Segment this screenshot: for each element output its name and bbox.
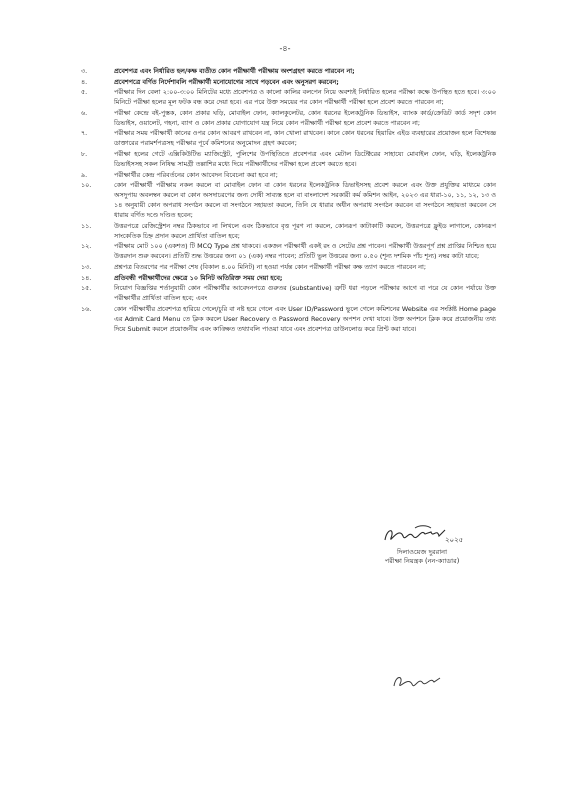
list-item <box>81 273 496 283</box>
item-number: ৪. <box>81 77 88 86</box>
item-text: প্রশ্নপত্র বিতরণের পর পরীক্ষা শেষ (বিকাল ৪.০০ মিনিট) না হওয়া পর্যন্ত কোন পরীক্ষার্থী পরীক্ষা কক্ষ ত্যাগ করতে পারবেন না; <box>114 262 426 271</box>
list-item <box>81 221 496 241</box>
item-text: পরীক্ষা হলের গেটে এক্সিকিউটিভ ম্যাজিস্ট্রেট, পুলিশের উপস্থিতিতে প্রবেশপত্র এবং মেটাল ডিটেক্টরের সাহায্যে মোবাইল ফোন, ঘড়ি, ইলেকট্রনিক ডিভাইসসহ সকল নিষিদ্ধ সামগ্রী তল্লাশির মধ্যে দিয়ে পরীক্ষার্থীদের পরীক্ষা হলে প্রবেশ করতে হবে। <box>114 149 496 168</box>
item-text: পরীক্ষার সময় পরীক্ষার্থী কানের ওপর কোন আবরণ রাখবেন না, কান খোলা রাখবেন। কানে কোন ধরনের হিয়ারিং এইড ব্যবহারের প্রয়োজন হলে বিশেষজ্ঞ ডাক্তারের পরামর্শপত্রসহ পরীক্ষার পূর্বে কমিশনের অনুমোদন গ্রহণ করবেন; <box>114 129 496 148</box>
item-number: ১৫. <box>81 284 92 293</box>
page-number: -৪- <box>279 44 291 53</box>
list-item <box>81 241 496 261</box>
item-number: ১১. <box>81 221 92 230</box>
signature-block <box>372 522 472 566</box>
item-number: ৬. <box>81 108 88 117</box>
list-item <box>81 108 496 128</box>
item-text: কোন পরীক্ষার্থীর প্রবেশপত্র হারিয়ে গেলে/চুরি বা নষ্ট হয়ে গেলে এবং User ID/Password ভুলে গেলে কমিশনের Website এর সংশ্লিষ্ট Home page এর Admit Card Menu তে ক্লিক করলে User Recovery ও Password Recovery অপশন দেখা যাবে। উক্ত অপশনে ক্লিক করে প্রয়োজনীয় তথ্য দিয়ে Submit করলে প্রয়োজনীয় এবং কাঙ্ক্ষিত তথ্যাবলি পাওয়া যাবে এবং প্রবেশপত্র ডাউনলোড করে প্রিন্ট করা যাবে। <box>114 304 496 333</box>
signatory-title: পরীক্ষা নিয়ন্ত্রক (নন-ক্যাডার) <box>384 557 460 565</box>
item-text: পরীক্ষার্থীর কেন্দ্র পরিবর্তনের কোন আবেদন বিবেচনা করা হবে না; <box>114 170 278 179</box>
item-text: কোন পরীক্ষার্থী পরীক্ষায় নকল করলে বা মোবাইল ফোন বা কোন ধরনের ইলেকট্রনিক ডিভাইসসহ প্রবেশ করলে এবং উক্ত প্রযুক্তির মাধ্যমে কোন অসদুপায় অবলম্বন করলে বা কোন অসদাচরণের জন্য দোষী সাব্যস্ত হলে বা বাংলাদেশ সরকারী কর্ম কমিশন আইন, ২০২৩ এর ধারা-১০, ১১, ১২, ১৩ ও ১৪ অনুযায়ী কোন অপরাধ সংগঠন করলে বা সংগঠনে সহায়তা করলে, তিনি যে ধারার অধীন অপরাধ সংগঠন করবেন বা সংগঠনে সহায়তা করবেন সে ধারায় বর্ণিত দণ্ডে দণ্ডিত হবেন; <box>114 181 496 220</box>
item-text: পরীক্ষায় মোট ১০০ (একশত) টি MCQ Type প্রশ্ন থাকবে। একজন পরীক্ষার্থী একই রং ও সেটের প্রশ্ন পাবেন। পরীক্ষার্থী উত্তরপূর্ণ প্রশ্ন প্রাপ্তির নিশ্চিত হয়ে উত্তরদান শুরু করবেন। প্রতিটি শুদ্ধ উত্তরের জন্য ০১ (এক) নম্বর পাবেন; প্রতিটি ভুল উত্তরের জন্য ০.৫০ (শূন্য দশমিক পাঁচ শূন্য) নম্বর কাটা যাবে; <box>114 242 496 261</box>
list-item <box>81 77 496 87</box>
handwritten-signature <box>375 522 470 548</box>
signatory-name: দিলাওয়েজ দুররানা <box>396 548 448 556</box>
list-item <box>81 170 496 180</box>
item-number: ১০. <box>81 181 92 190</box>
signature-date: ২০২৫ <box>444 536 463 544</box>
item-text: নিয়োগ বিজ্ঞপ্তির শর্তানুযায়ী কোন পরীক্ষার্থীর আবেদনপত্রে গুরুতর (substantive) ত্রুটি ধরা পড়লে পরীক্ষার আগে বা পরে যে কোন পর্যায়ে উক্ত পরীক্ষার্থীর প্রার্থিতা বাতিল হবে; এবং <box>114 284 496 303</box>
item-number: ১৩. <box>81 262 92 271</box>
item-number: ৯. <box>81 170 88 179</box>
list-item <box>81 128 496 148</box>
item-text: পরীক্ষার দিন বেলা ২:০০-৩:০০ মিনিটের মধ্যে প্রবেশপত্র ও কালো কালির বলপেন নিয়ে অবশ্যই নির্ধারিত হলের পরীক্ষা কক্ষে উপস্থিত হতে হবে। ৩:০০ মিনিটে পরীক্ষা হলের মূল ফটক বন্ধ করে দেয়া হবে। এর পরে উক্ত সময়ের পর কোন পরীক্ষার্থী পরীক্ষা হলে প্রবেশ করতে পারবেন না; <box>114 88 496 107</box>
item-text: প্রতিবন্ধী পরীক্ষার্থীদের ক্ষেত্রে ১০ মিনিট অতিরিক্ত সময় দেয়া হবে; <box>114 273 283 282</box>
item-text: প্রবেশপত্রে বর্ণিত নির্দেশাবলি পরীক্ষার্থী মনোযোগের সাথে পড়বেন এবং অনুসরণ করবেন; <box>114 77 339 86</box>
item-text: প্রবেশপত্র এবং নির্ধারিত হল/কক্ষ ব্যতীত কোন পরীক্ষার্থী পরীক্ষায় অংশগ্রহণ করতে পারবেন না; <box>114 67 355 75</box>
list-item <box>81 149 496 169</box>
list-item <box>81 180 496 220</box>
item-number: ১৪. <box>81 273 92 282</box>
item-number: ১৬. <box>81 304 92 313</box>
item-number: ৫. <box>81 88 88 97</box>
item-text: পরীক্ষা কেন্দ্রে বই-পুস্তক, কোন প্রকার ঘড়ি, মোবাইল ফোন, ক্যালকুলেটর, কোন ধরনের ইলেকট্রনিক ডিভাইস, ব্যাংক কার্ড/ক্রেডিট কার্ড সদৃশ কোন ডিভাইস, ওয়ালেট, গহনা, ব্যাগ ও কোন প্রকার যোগাযোগ যন্ত্র নিয়ে কোন পরীক্ষার্থী পরীক্ষা হলে প্রবেশ করতে পারবেন না; <box>114 108 496 127</box>
item-number: ৩. <box>81 67 88 75</box>
list-item <box>81 66 496 76</box>
list-item <box>81 283 496 303</box>
item-number: ৭. <box>81 129 88 138</box>
instruction-list <box>81 66 496 334</box>
list-item <box>81 87 496 107</box>
initial-mark <box>388 670 448 696</box>
item-number: ৮. <box>81 149 88 158</box>
item-text: উত্তরপত্রে রেজিস্ট্রেশন নম্বর ঠিকভাবে না লিখলে এবং ঠিকভাবে বৃত্ত পূরণ না করলে, কোনরূপ কাটাকাটি করলে, উত্তরপত্রে ফ্লুইড লাগালে, কোনরূপ সাংকেতিক চিহ্ন প্রদান করলে প্রার্থিতা বাতিল হবে; <box>114 221 496 240</box>
list-item <box>81 304 496 334</box>
item-number: ১২. <box>81 242 92 251</box>
list-item <box>81 262 496 272</box>
